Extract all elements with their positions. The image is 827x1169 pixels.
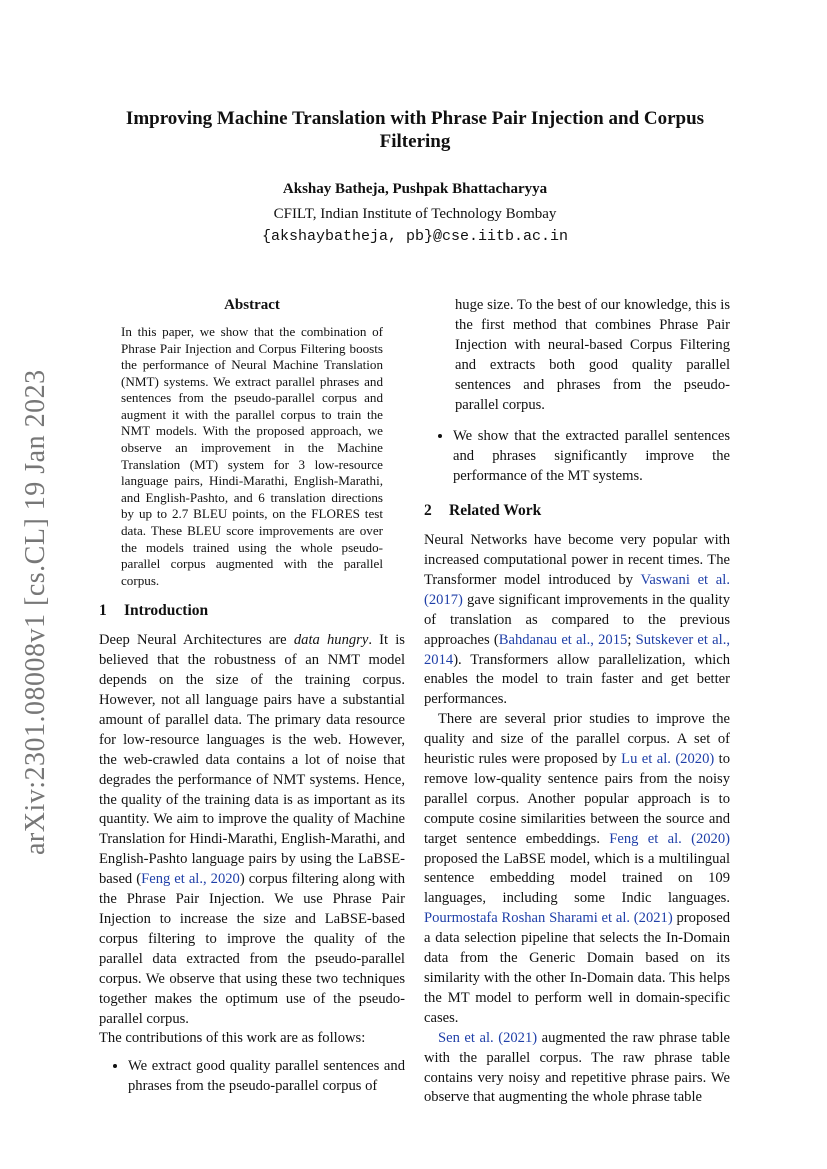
related-paragraph-1: Neural Networks have become very popular with increased computational power in recent times. The Transformer model introduced by Vaswani et al. (2017) gave significant improvements in the quality of translation as compared to the previous approaches (Bahdanau et al., 2015; Sutskever et al., 2014). Transformers allow parallelization, which enables the model to train faster and get better performances.: [424, 532, 730, 708]
section-heading-related-work: [424, 501, 730, 521]
contributions-list-cont: [424, 427, 730, 487]
contributions-list: [99, 1057, 405, 1097]
citation-link[interactable]: Feng et al. (2020): [609, 830, 730, 847]
emphasis: data hungry: [293, 632, 369, 649]
list-item: • We extract good quality parallel sentences and phrases from the pseudo-parallel corpus of: [128, 1057, 405, 1097]
abstract-text: In this paper, we show that the combination of Phrase Pair Injection and Corpus Filtering boosts the performance of Neural Machine Translation (NMT) systems. We extract parallel phrases and sentences from the pseudo-parallel corpus and augment it with the parallel corpus to train the NMT models. With the proposed approach, we observe an improvement in the Machine Translation (MT) system for 3 low-resource language pairs, Hindi-Marathi, English-Marathi, and English-Pashto, and 6 translation directions by up to 2.7 BLEU points, on the FLORES test data. These BLEU score improvements are over the models trained using the whole pseudo-parallel corpus augmented with the parallel corpus.: [121, 323, 383, 588]
contributions-intro: The contributions of this work are as follows:: [99, 1030, 366, 1047]
citation-link[interactable]: Vaswani et al. (2017): [424, 571, 730, 608]
related-paragraph-3: Sen et al. (2021) augmented the raw phrase table with the parallel corpus. The raw phrase table contains very noisy and repetitive phrase pairs. We observe that augmenting the whole phrase table: [424, 1029, 730, 1106]
abstract-heading: Abstract: [224, 297, 280, 313]
arxiv-identifier: arXiv:2301.08008v1 [cs.CL] 19 Jan 2023: [20, 369, 51, 855]
section-heading-introduction: [99, 601, 405, 621]
right-column: [424, 296, 730, 1108]
related-paragraph-2: There are several prior studies to improve the quality and size of the parallel corpus. A set of heuristic rules were proposed by Lu et al. (2020) to remove low-quality sentence pairs from the noisy parallel corpus. Another popular approach is to compute cosine similarities between the source and target sentence embeddings. Feng et al. (2020) proposed the LaBSE model, which is a multilingual sentence embedding model trained on 109 languages, including some Indic languages. Pourmostafa Roshan Sharami et al. (2021) proposed a data selection pipeline that selects the In-Domain data from the Generic Domain based on its similarity with the other In-Domain data. This helps the MT model to perform well in domain-specific cases.: [424, 711, 731, 1026]
author-affiliation: CFILT, Indian Institute of Technology Bombay: [273, 206, 557, 222]
section-title: Related Work: [449, 502, 542, 520]
left-column: [99, 296, 405, 1105]
citation-link[interactable]: Lu et al. (2020): [621, 751, 715, 768]
section-title: Introduction: [124, 602, 209, 620]
section-number: 1: [99, 602, 107, 620]
paper-authors: Akshay Batheja, Pushpak Bhattacharyya: [282, 181, 548, 197]
intro-paragraph: Deep Neural Architectures are data hungry. It is believed that the robustness of an NMT model depends on the size of the training corpus. However, not all language pairs have a substantial amount of parallel data. The primary data resource for low-resource languages is the web. However, the web-crawled data contains a lot of noise that degrades the performance of NMT systems. Hence, the quality of the training data is as important as its quantity. We aim to improve the quality of Machine Translation for Hindi-Marathi, English-Marathi, and English-Pashto language pairs by using the LaBSE-based (Feng et al., 2020) corpus filtering along with the Phrase Pair Injection. We use Phrase Pair Injection to increase the size and LaBSE-based corpus filtering to improve the quality of the parallel data extracted from the pseudo-parallel corpus. We observe that using these two techniques together makes the optimum use of the pseudo-parallel corpus.: [99, 632, 405, 1027]
citation-link[interactable]: Feng et al., 2020: [141, 871, 240, 888]
paper-title: Improving Machine Translation with Phrase Pair Injection and Corpus Filtering: [125, 108, 705, 152]
list-item: • We show that the extracted parallel sentences and phrases significantly improve the performance of the MT systems.: [453, 427, 730, 487]
citation-link[interactable]: Sutskever et al., 2014: [424, 631, 730, 668]
citation-link[interactable]: Bahdanau et al., 2015: [498, 631, 628, 648]
list-item-continuation: huge size. To the best of our knowledge, this is the first method that combines Phrase Pair Injection with neural-based Corpus Filtering and extracts both good quality parallel sentences and phrases from the pseudo-parallel corpus.: [455, 297, 730, 413]
section-number: 2: [424, 502, 432, 520]
author-email: {akshaybatheja, pb}@cse.iitb.ac.in: [261, 228, 569, 245]
citation-link[interactable]: Pourmostafa Roshan Sharami et al. (2021): [424, 910, 673, 927]
citation-link[interactable]: Sen et al. (2021): [438, 1029, 538, 1046]
